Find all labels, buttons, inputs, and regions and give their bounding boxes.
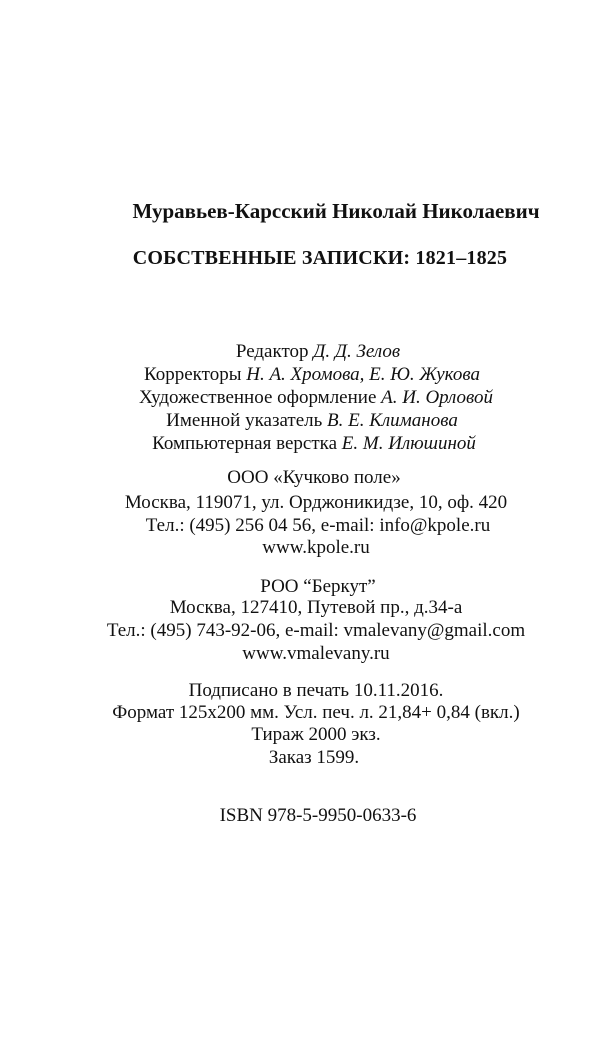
isbn: ISBN 978-5-9950-0633-6 <box>219 805 417 826</box>
credit-art-design <box>16 387 600 409</box>
publisher2-contacts: Тел.: (495) 743-92-06, e-mail: vmalevany@gmail.com <box>106 620 526 641</box>
print-order: Заказ 1599. <box>268 747 360 768</box>
print-signed: Подписано в печать 10.11.2016. <box>188 680 444 701</box>
author-name: Муравьев-Карсский Николай Николаевич <box>132 199 540 223</box>
print-format: Формат 125х200 мм. Усл. печ. л. 21,84+ 0,84 (вкл.) <box>112 702 520 723</box>
publisher2-name: РОО “Беркут” <box>260 576 376 597</box>
credit-name: А. И. Орловой <box>381 387 493 408</box>
publisher1-website: www.kpole.ru <box>262 537 370 558</box>
credit-correctors <box>12 364 600 386</box>
credit-layout <box>14 433 600 455</box>
publisher1-contacts: Тел.: (495) 256 04 56, e-mail: info@kpole.ru <box>145 515 491 536</box>
credit-index <box>12 410 600 432</box>
credit-role: Компьютерная верстка <box>152 433 338 454</box>
credit-role: Художественное оформление <box>139 387 377 408</box>
publisher1-address: Москва, 119071, ул. Орджоникидзе, 10, оф. 420 <box>124 492 508 513</box>
credit-role: Именной указатель <box>166 410 323 431</box>
credit-name: Е. М. Илюшиной <box>341 433 476 454</box>
credit-name: Д. Д. Зелов <box>313 341 401 362</box>
credit-name: Н. А. Хромова, Е. Ю. Жукова <box>246 364 480 385</box>
credit-role: Корректоры <box>144 364 242 385</box>
credit-editor <box>18 341 600 363</box>
book-title: СОБСТВЕННЫЕ ЗАПИСКИ: 1821–1825 <box>132 247 508 269</box>
print-run: Тираж 2000 экз. <box>251 724 381 745</box>
credit-name: В. Е. Климанова <box>327 410 458 431</box>
credit-role: Редактор <box>235 341 309 362</box>
publisher2-address: Москва, 127410, Путевой пр., д.34-а <box>169 597 463 618</box>
publisher1-name: ООО «Кучково поле» <box>227 467 401 488</box>
publisher2-website: www.vmalevany.ru <box>242 643 390 664</box>
